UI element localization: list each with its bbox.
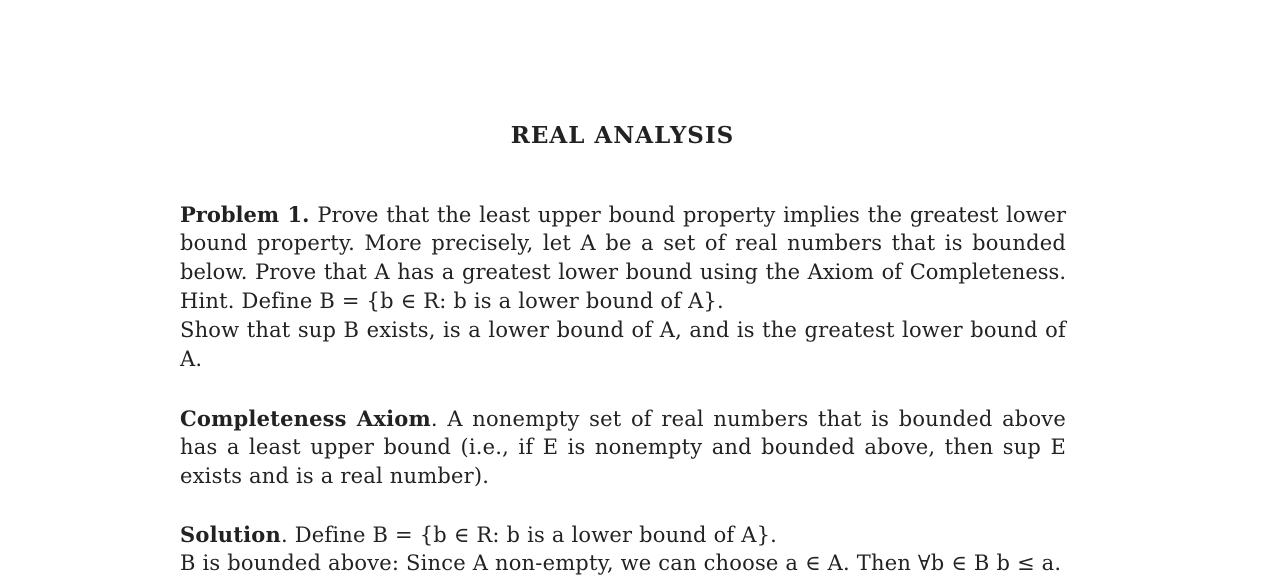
solution-line-2: B is bounded above: Since A non-empty, we can choose a ∈ A. Then ∀b ∈ B b ≤ a. [180, 551, 1062, 575]
page-title: REAL ANALYSIS [510, 122, 735, 149]
problem-line-3: below. Prove that A has a greatest lower bound using the Axiom of Completeness. [180, 260, 1066, 284]
solution-block [180, 520, 1066, 578]
problem-line-5: Show that sup B exists, is a lower bound of A, and is the greatest lower bound of [180, 318, 1066, 342]
problem-text-1: Prove that the least upper bound property implies the greatest lower [317, 203, 1066, 227]
axiom-line-3: exists and is a real number). [180, 464, 490, 488]
completeness-axiom-block [180, 404, 1066, 491]
problem-heading: Problem 1. [180, 202, 310, 227]
solution-heading: Solution [180, 522, 281, 547]
axiom-line-2: has a least upper bound (i.e., if E is nonempty and bounded above, then sup E [180, 435, 1066, 459]
problem-line-2: bound property. More precisely, let A be a set of real numbers that is bounded [180, 231, 1066, 255]
problem-line-4: Hint. Define B = {b ∈ R: b is a lower bound of A}. [180, 289, 724, 313]
problem-line-6: A. [180, 347, 203, 371]
solution-text-1: . Define B = {b ∈ R: b is a lower bound of A}. [280, 523, 778, 547]
problem-line-1 [180, 200, 1066, 229]
axiom-line-1 [180, 404, 1066, 433]
axiom-heading: Completeness Axiom [180, 406, 431, 431]
axiom-text-1: . A nonempty set of real numbers that is bounded above [430, 407, 1066, 431]
problem-1-block [180, 200, 1066, 374]
solution-line-1 [180, 520, 1066, 549]
